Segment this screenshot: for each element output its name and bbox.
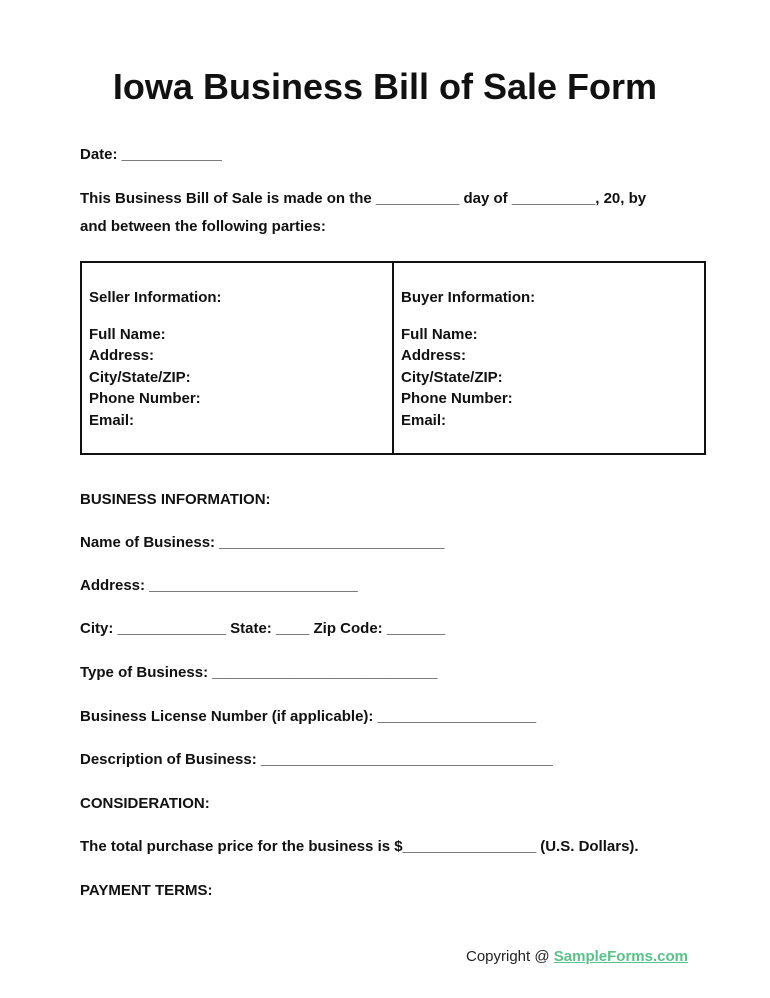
document-title: Iowa Business Bill of Sale Form (112, 66, 658, 107)
business-license-line: Business License Number (if applicable): ___________________ (80, 708, 537, 725)
buyer-heading: Buyer Information: (401, 289, 536, 306)
consideration-text: The total purchase price for the business is $________________ (U.S. Dollars). (80, 838, 639, 855)
payment-terms-heading: PAYMENT TERMS: (80, 882, 213, 899)
copyright-footer (466, 948, 688, 965)
seller-field: City/State/ZIP: (89, 368, 191, 386)
parties-table (80, 261, 706, 455)
seller-field: Email: (89, 411, 135, 429)
business-heading: BUSINESS INFORMATION: (80, 491, 271, 508)
seller-info (82, 263, 392, 453)
business-city-line: City: _____________ State: ____ Zip Code: _______ (80, 620, 446, 637)
copyright-text: Copyright @ (466, 948, 554, 965)
business-address-line: Address: _________________________ (80, 577, 358, 594)
business-description-line: Description of Business: ___________________________________ (80, 751, 553, 768)
consideration-heading: CONSIDERATION: (80, 795, 210, 812)
buyer-field: Full Name: (401, 325, 478, 343)
buyer-info (392, 263, 704, 453)
business-name-line: Name of Business: ___________________________ (80, 534, 445, 551)
date-line: Date: ____________ (80, 146, 222, 163)
seller-field: Full Name: (89, 325, 166, 343)
seller-field: Phone Number: (89, 390, 201, 407)
buyer-field: City/State/ZIP: (401, 368, 503, 386)
intro-line-1: This Business Bill of Sale is made on the __________ day of __________, 20, by (80, 190, 647, 207)
business-type-line: Type of Business: ___________________________ (80, 664, 438, 681)
seller-heading: Seller Information: (89, 289, 222, 306)
sampleforms-link[interactable]: SampleForms.com (553, 948, 688, 965)
buyer-field: Email: (401, 411, 447, 429)
buyer-field: Phone Number: (401, 390, 513, 407)
buyer-field: Address: (401, 347, 467, 364)
intro-line-2: and between the following parties: (80, 218, 326, 235)
seller-field: Address: (89, 347, 155, 364)
